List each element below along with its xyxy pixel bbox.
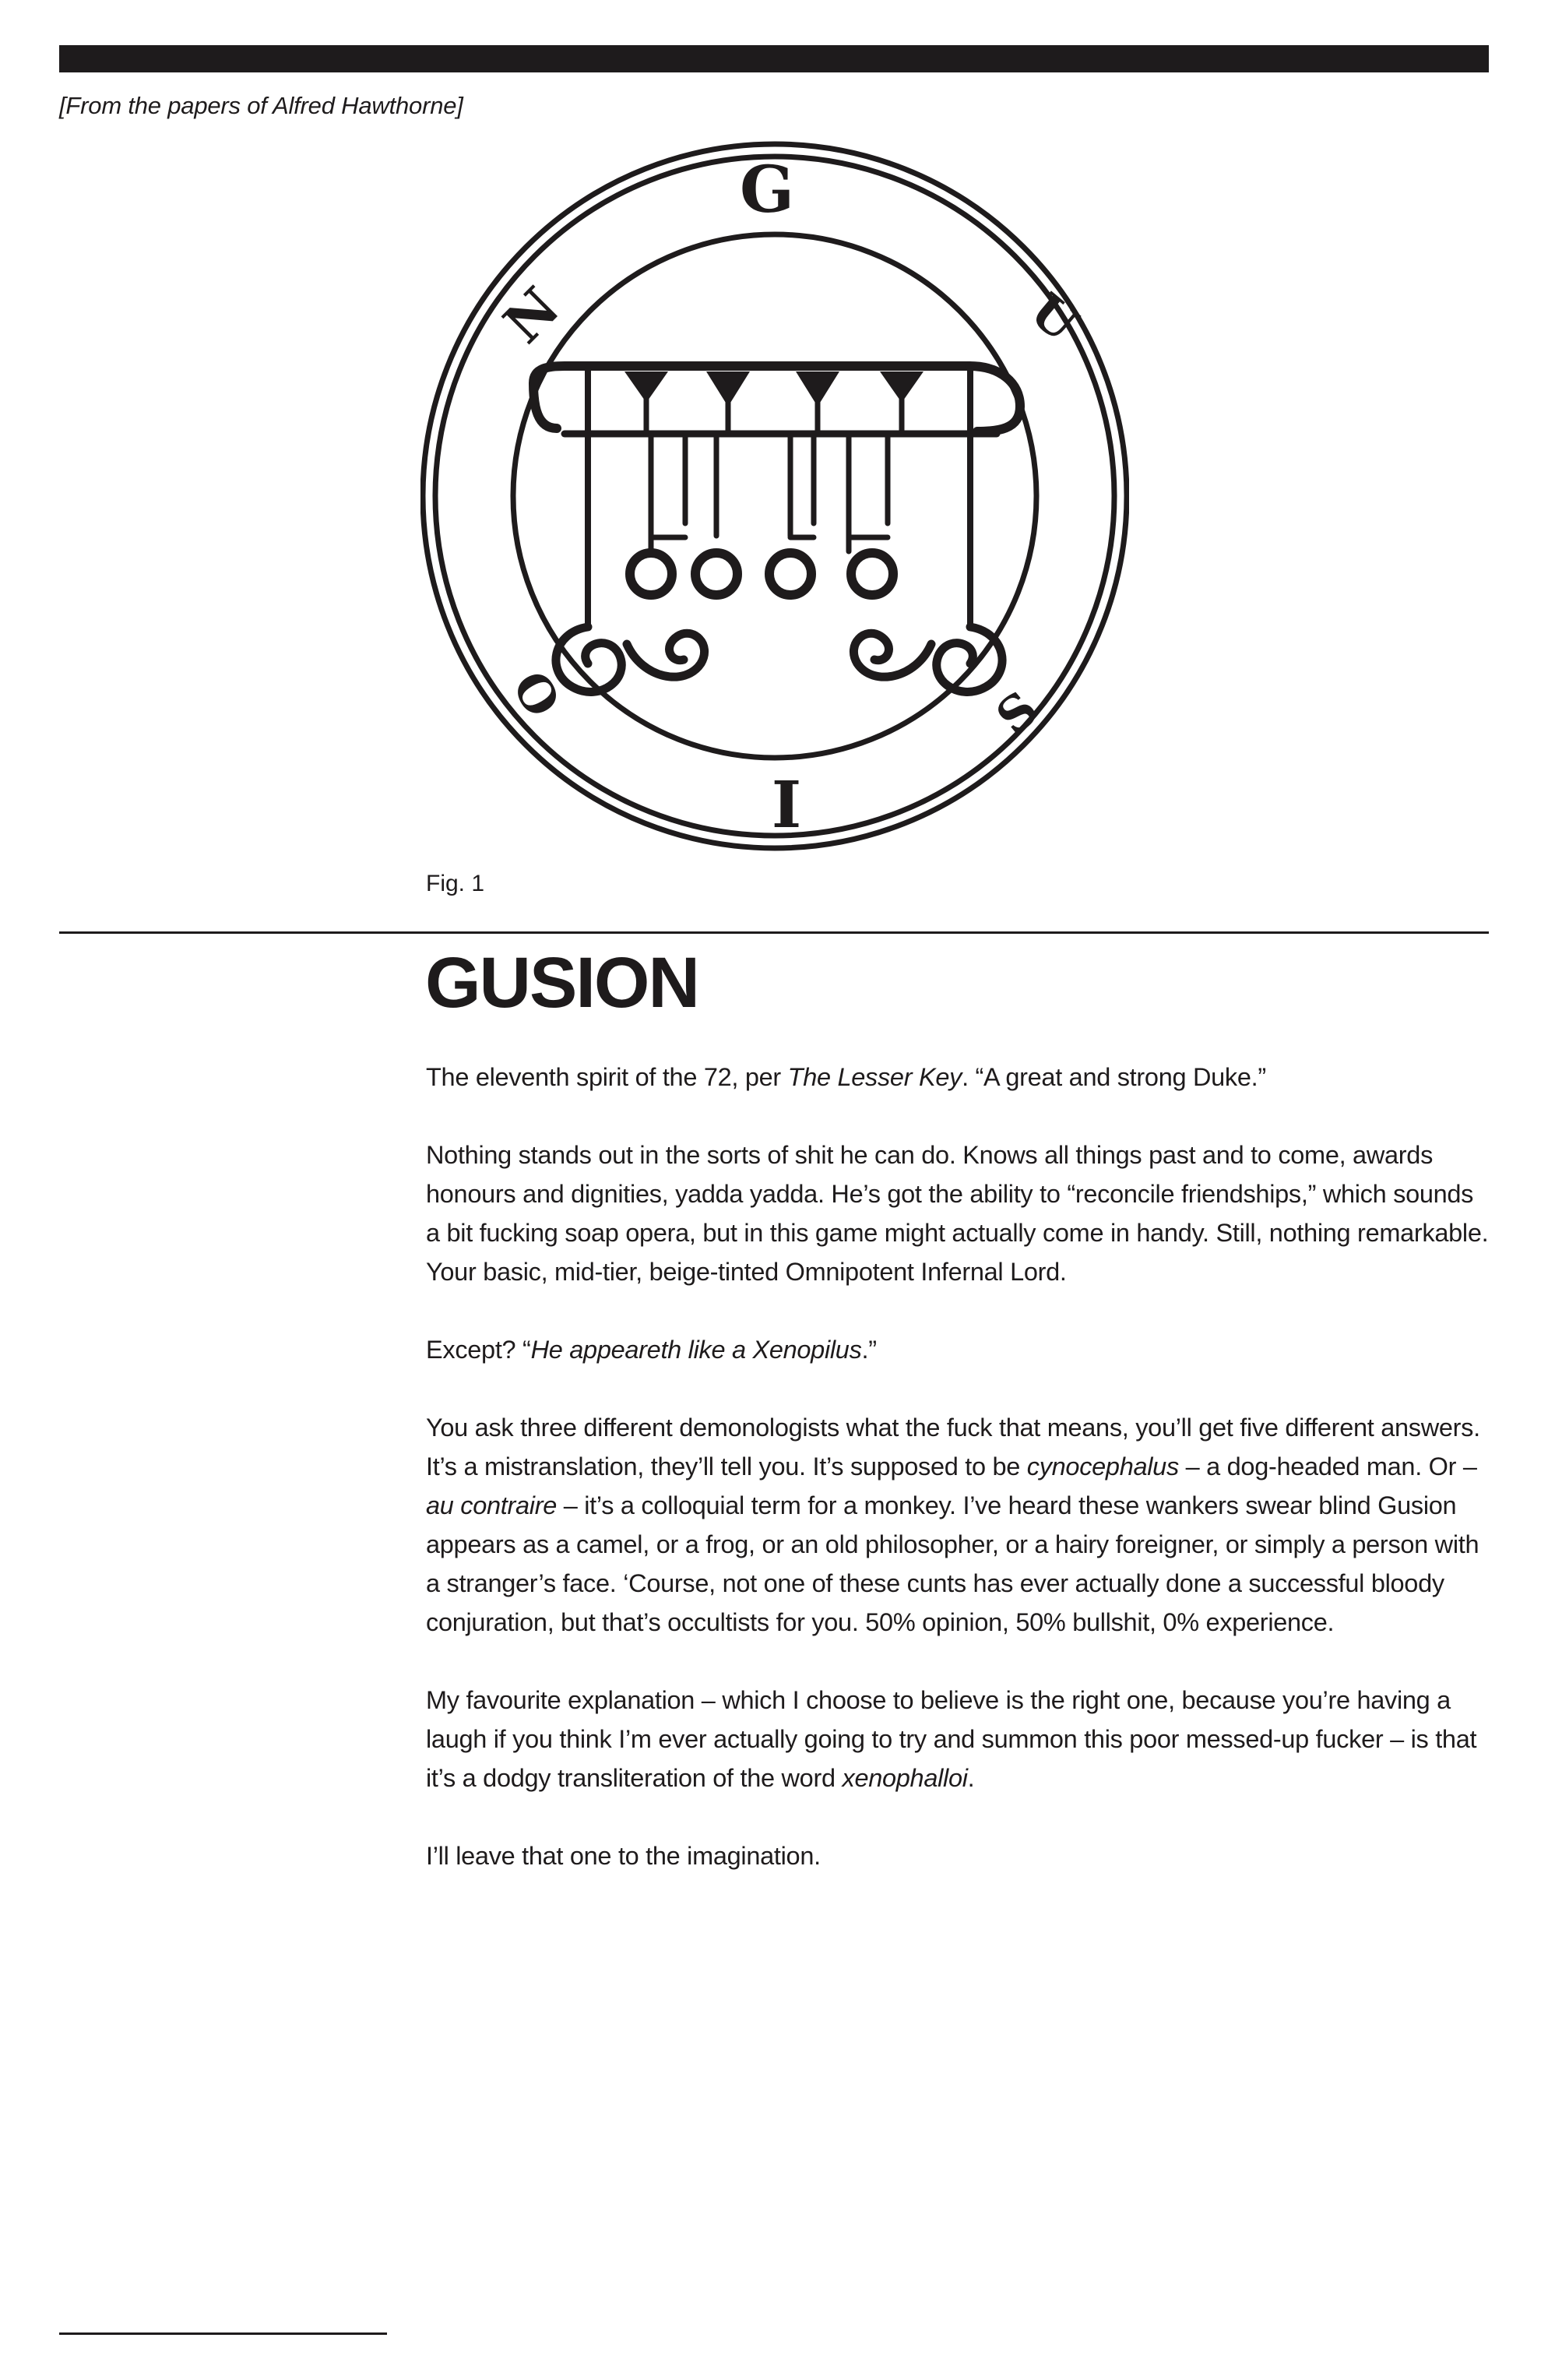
book-title: The Lesser Key: [787, 1063, 962, 1091]
paragraph-closing: I’ll leave that one to the imagination.: [426, 1842, 821, 1870]
sigil-letter-bottom: I: [771, 768, 802, 843]
paragraph-interpretations: You ask three different demonologists what the fuck that means, you’ll get five different answers. It’s a mistranslation, they’ll tell you. It’s supposed to be cynocephalus – a dog-headed man. Or – au contraire – it’s a colloquial term for a monkey. I’ve heard these wankers swear blind Gusion appears as a camel, or a frog, or an old philosopher, or a hairy foreigner, or simply a person with a stranger’s face. ‘Course, not one of these cunts has ever actually done a successful bloody conjuration, but that’s occultists for you. 50% opinion, 50% bullshit, 0% experience.: [426, 1414, 1480, 1636]
provenance-note: [From the papers of Alfred Hawthorne]: [59, 92, 463, 119]
paragraph-intro: The eleventh spirit of the 72, per The Lesser Key. “A great and strong Duke.”: [426, 1063, 1266, 1091]
figure-caption: Fig. 1: [426, 871, 485, 896]
sigil-letter-top: G: [739, 153, 795, 227]
header-bar: [59, 45, 1489, 72]
paragraph-abilities: Nothing stands out in the sorts of shit he can do. Knows all things past and to come, awards honours and dignities, yadda yadda. He’s got the ability to “reconcile friendships,” which sounds a bit fucking soap opera, but in this game might actually come in handy. Still, nothing remarkable. Your basic, mid-tier, beige-tinted Omnipotent Infernal Lord.: [426, 1141, 1489, 1286]
paragraph-except: Except? “He appeareth like a Xenopilus.”: [426, 1336, 877, 1364]
entry-body: [426, 1058, 1489, 1875]
footnote-rule: [59, 2332, 387, 2335]
quote-xenopilus: He appeareth like a Xenopilus: [530, 1336, 862, 1364]
paragraph-favourite: My favourite explanation – which I choose to believe is the right one, because you’re having a laugh if you think I’m ever actually going to try and summon this poor messed-up fucker – is that it’s a dodgy transliteration of the word xenophalloi.: [426, 1686, 1477, 1792]
sigil-letter-lower-right: S: [985, 680, 1049, 746]
sigil-letter-upper-right: U: [1019, 282, 1089, 353]
entry-title: GUSION: [425, 943, 698, 1023]
term-xenophalloi: xenophalloi: [842, 1764, 968, 1792]
gusion-sigil: [420, 134, 1129, 858]
section-divider: [59, 931, 1489, 934]
term-au-contraire: au contraire: [426, 1491, 558, 1519]
sigil-letter-upper-left: N: [491, 274, 572, 356]
sigil-letter-lower-left: O: [501, 661, 572, 727]
term-cynocephalus: cynocephalus: [1026, 1452, 1179, 1480]
